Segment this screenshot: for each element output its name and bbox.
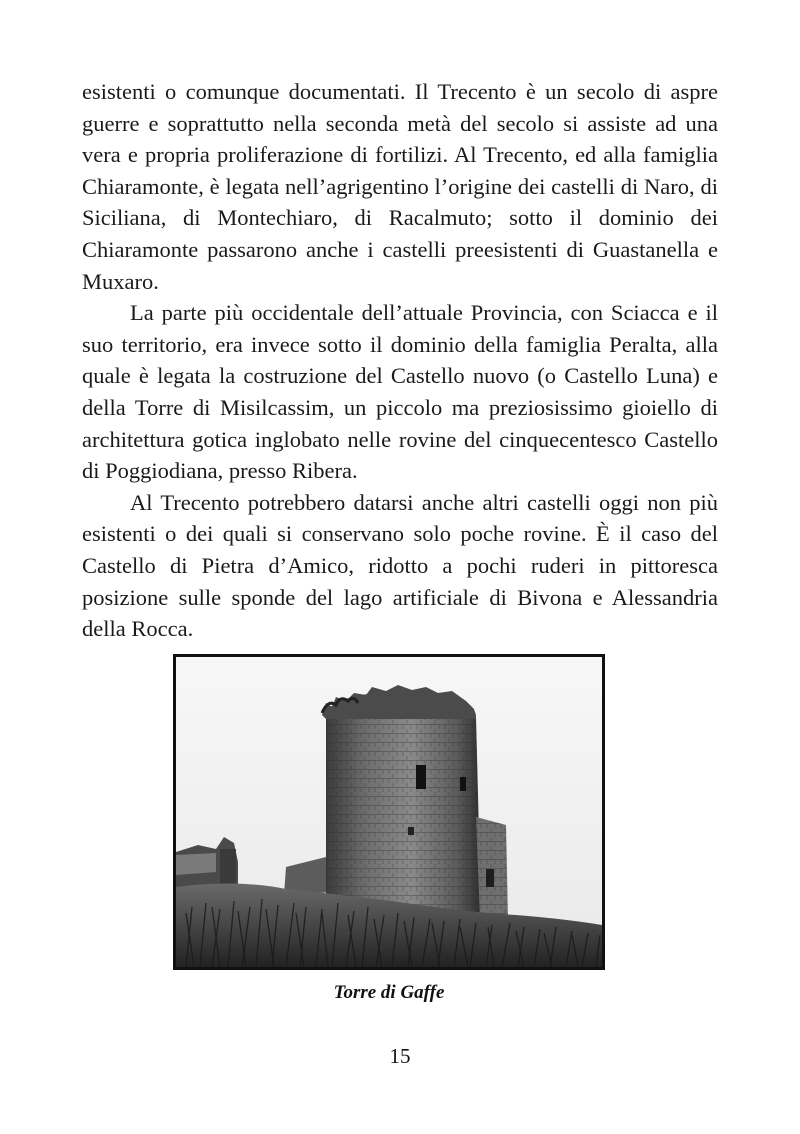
tower-photograph [173,654,605,970]
page-number: 15 [389,1044,411,1068]
paragraph-2: La parte più occidentale dell’attuale Provincia, con Sciacca e il suo territorio, era invece sotto il dominio della famiglia Peralta, alla quale è legata la costruzione del Castello nuovo (o Castello Luna) e della Torre di Misilcassim, un piccolo ma preziosissimo gioiello di architettura gotica inglobato nelle rovine del cinquecentesco Castello di Poggiodiana, presso Ribera. [82,300,718,484]
paragraph-3: Al Trecento potrebbero datarsi anche altri castelli oggi non più esistenti o dei quali si conservano solo poche rovine. È il caso del Castello di Pietra d’Amico, ridotto a pochi ruderi in pittoresca posizione sulle sponde del lago artificiale di Bivona e Alessandria della Rocca. [82,489,718,642]
figure-caption: Torre di Gaffe [333,982,445,1003]
paragraph-1: esistenti o comunque documentati. Il Trecento è un secolo di aspre guerre e soprattutto nella seconda metà del secolo si assiste ad una vera e propria proliferazione di fortilizi. Al Trecento, ed alla famiglia Chiaramonte, è legata nell’agrigentino l’origine dei castelli di Naro, di Siciliana, di Montechiaro, di Racalmuto; sotto il dominio dei Chiaramonte passarono anche i castelli preesistenti di Guastanella e Muxaro. [82,79,718,294]
body-text [82,76,718,645]
